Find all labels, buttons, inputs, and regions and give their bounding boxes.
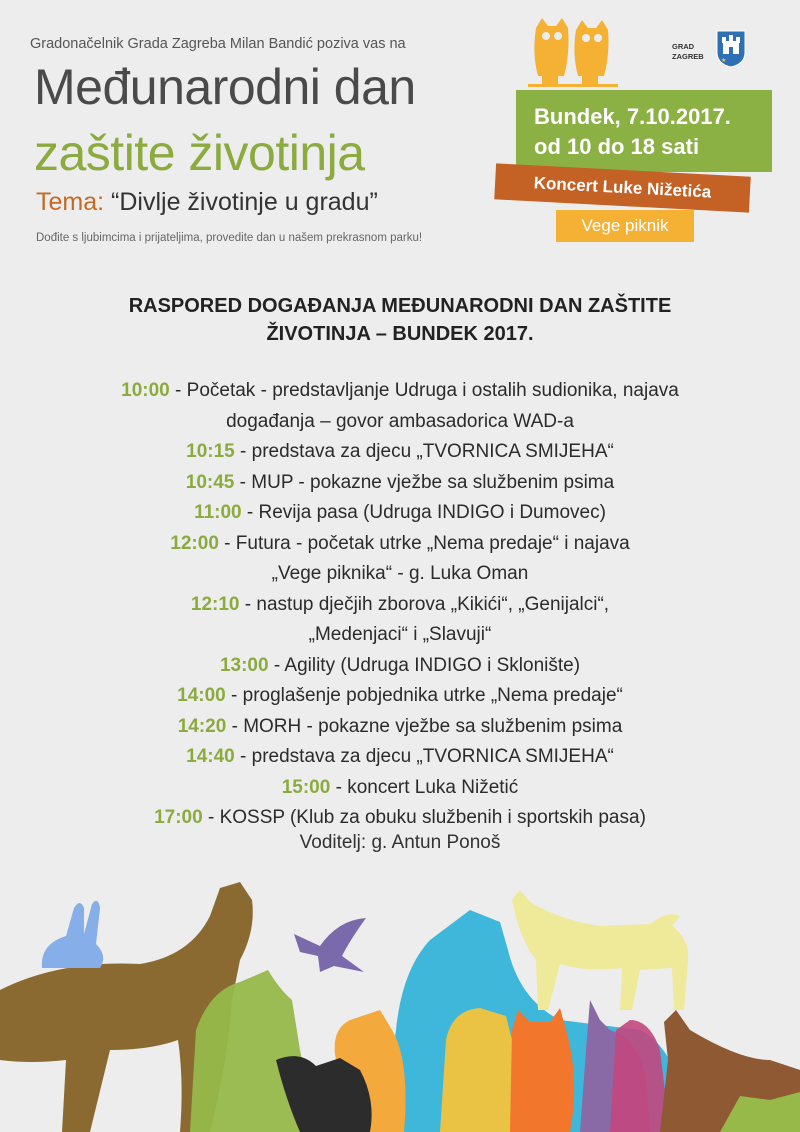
schedule-item: 12:00 - Futura - početak utrke „Nema predaje“ i najava [170, 532, 630, 554]
schedule-heading: RASPORED DOGAĐANJA MEĐUNARODNI DAN ZAŠTITE ŽIVOTINJA – BUNDEK 2017. [128, 295, 672, 345]
title-line-1: Međunarodni dan [34, 59, 416, 115]
schedule-item: 14:40 - predstava za djecu „TVORNICA SMIJEHA“ [186, 746, 614, 767]
title-line-2: zaštite životinja [34, 125, 365, 181]
schedule-item-continued: „Medenjaci“ i „Slavuji“ [308, 624, 492, 645]
cat-silhouette-orange [510, 1008, 574, 1132]
event-date-box [516, 90, 772, 172]
picnic-badge: Vege piknik [556, 210, 694, 242]
dog-silhouette-magenta [610, 1020, 670, 1132]
animal-silhouettes-illustration [0, 860, 800, 1132]
theme-label: Tema: [36, 188, 105, 216]
schedule-item: 13:00 - Agility (Udruga INDIGO i Sklonište) [219, 654, 581, 676]
schedule-item: 11:00 - Revija pasa (Udruga INDIGO i Dumovec) [194, 502, 606, 523]
city-logo-text: GRAD ZAGREB [672, 42, 704, 61]
schedule-item: 12:10 - nastup dječjih zborova „Kikići“, „Genijalci“, [190, 593, 610, 615]
zagreb-crest-icon [716, 30, 746, 68]
owls-illustration [528, 14, 618, 94]
schedule-item: 14:20 - MORH - pokazne vježbe sa službenim psima [177, 715, 623, 737]
schedule-list [40, 376, 760, 834]
bird-silhouette-purple [294, 918, 366, 972]
theme [36, 188, 378, 217]
svg-text:★: ★ [721, 57, 727, 64]
schedule-item: 14:00 - proglašenje pobjednika utrke „Nema predaje“ [177, 685, 623, 706]
intro-text: Gradonačelnik Grada Zagreba Milan Bandić poziva vas na [30, 36, 406, 52]
schedule-item: 15:00 - koncert Luka Nižetić [281, 776, 519, 798]
host-text: Voditelj: g. Antun Ponoš [299, 832, 501, 853]
rabbit-silhouette-blue [42, 901, 103, 968]
event-time: od 10 do 18 sati [534, 134, 700, 159]
schedule-item: 17:00 - KOSSP (Klub za obuku službenih i sportskih pasa) [154, 807, 646, 828]
schedule-item: 10:00 - Početak - predstavljanje Udruga i ostalih sudionika, najava [121, 380, 679, 401]
tagline: Dođite s ljubimcima i prijateljima, provedite dan u našem prekrasnom parku! [36, 232, 423, 244]
schedule-item: 10:15 - predstava za djecu „TVORNICA SMIJEHA“ [186, 441, 614, 462]
concert-badge: Koncert Luke Nižetića [494, 163, 751, 212]
event-date: Bundek, 7.10.2017. [534, 104, 731, 129]
schedule-item-continued: događanja – govor ambasadorica WAD-a [226, 410, 574, 432]
cat-silhouette-yellow [512, 890, 688, 1010]
schedule-item: 10:45 - MUP - pokazne vježbe sa službenim psima [185, 471, 615, 493]
dog-silhouette-yellow [440, 1008, 520, 1132]
schedule-item-continued: „Vege piknika“ - g. Luka Oman [271, 563, 529, 584]
theme-text: “Divlje životinje u gradu” [104, 188, 378, 216]
